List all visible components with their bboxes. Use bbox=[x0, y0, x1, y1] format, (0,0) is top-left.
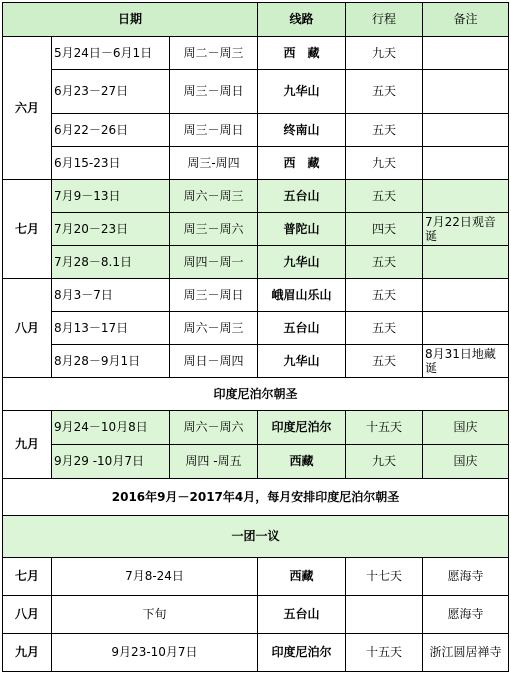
remark-cell bbox=[423, 312, 509, 345]
date-cell: 6月22－26日 bbox=[52, 114, 170, 147]
duration-cell: 十五天 bbox=[346, 411, 423, 445]
weekday-cell: 周三－周日 bbox=[170, 114, 258, 147]
weekday-cell: 周二－周三 bbox=[170, 37, 258, 70]
date-cell: 8月3－7日 bbox=[52, 279, 170, 312]
month-cell: 八月 bbox=[3, 596, 52, 634]
date-cell: 7月28－8.1日 bbox=[52, 246, 170, 279]
header-duration: 行程 bbox=[346, 3, 423, 37]
date-cell: 9月23-10月7日 bbox=[52, 634, 258, 672]
table-row bbox=[3, 634, 509, 672]
month-august: 八月 bbox=[3, 279, 52, 378]
date-cell: 9月24－10月8日 bbox=[52, 411, 170, 445]
route-cell: 西藏 bbox=[258, 445, 346, 479]
banner-row bbox=[3, 516, 509, 558]
weekday-cell: 周六－周三 bbox=[170, 180, 258, 213]
route-cell: 印度尼泊尔 bbox=[258, 634, 346, 672]
date-cell: 8月13－17日 bbox=[52, 312, 170, 345]
date-cell: 7月9－13日 bbox=[52, 180, 170, 213]
weekday-cell: 周六－周三 bbox=[170, 312, 258, 345]
duration-cell: 五天 bbox=[346, 279, 423, 312]
duration-cell: 五天 bbox=[346, 345, 423, 378]
route-cell: 印度尼泊尔 bbox=[258, 411, 346, 445]
date-cell: 6月23－27日 bbox=[52, 70, 170, 114]
remark-cell bbox=[423, 147, 509, 180]
remark-cell: 愿海寺 bbox=[423, 558, 509, 596]
duration-cell: 四天 bbox=[346, 213, 423, 246]
month-july: 七月 bbox=[3, 180, 52, 279]
weekday-cell: 周四 -周五 bbox=[170, 445, 258, 479]
remark-cell: 国庆 bbox=[423, 411, 509, 445]
route-cell: 九华山 bbox=[258, 246, 346, 279]
header-route: 线路 bbox=[258, 3, 346, 37]
table-row bbox=[3, 37, 509, 70]
header-remark: 备注 bbox=[423, 3, 509, 37]
tuan-banner: 一团一议 bbox=[3, 516, 509, 558]
date-cell: 8月28－9月1日 bbox=[52, 345, 170, 378]
remark-cell bbox=[423, 37, 509, 70]
table-row bbox=[3, 147, 509, 180]
table-row bbox=[3, 411, 509, 445]
duration-cell: 十五天 bbox=[346, 634, 423, 672]
month-june: 六月 bbox=[3, 37, 52, 180]
table-row bbox=[3, 279, 509, 312]
table-row bbox=[3, 312, 509, 345]
weekday-cell: 周三-周四 bbox=[170, 147, 258, 180]
duration-cell: 五天 bbox=[346, 312, 423, 345]
table-row bbox=[3, 345, 509, 378]
weekday-cell: 周三－周日 bbox=[170, 279, 258, 312]
date-cell: 7月20－23日 bbox=[52, 213, 170, 246]
route-cell: 峨眉山乐山 bbox=[258, 279, 346, 312]
route-cell: 普陀山 bbox=[258, 213, 346, 246]
weekday-cell: 周三－周日 bbox=[170, 70, 258, 114]
date-cell: 下旬 bbox=[52, 596, 258, 634]
weekday-cell: 周四－周一 bbox=[170, 246, 258, 279]
duration-cell: 九天 bbox=[346, 445, 423, 479]
remark-cell: 8月31日地藏诞 bbox=[423, 345, 509, 378]
weekday-cell: 周日－周四 bbox=[170, 345, 258, 378]
duration-cell: 九天 bbox=[346, 147, 423, 180]
date-cell: 6月15-23日 bbox=[52, 147, 170, 180]
route-cell: 终南山 bbox=[258, 114, 346, 147]
table-row bbox=[3, 70, 509, 114]
remark-cell: 7月22日观音诞 bbox=[423, 213, 509, 246]
duration-cell: 五天 bbox=[346, 246, 423, 279]
banner-row bbox=[3, 479, 509, 516]
month-cell: 七月 bbox=[3, 558, 52, 596]
remark-cell bbox=[423, 246, 509, 279]
route-cell: 西藏 bbox=[258, 558, 346, 596]
duration-cell: 五天 bbox=[346, 114, 423, 147]
remark-cell: 浙江圆居禅寺 bbox=[423, 634, 509, 672]
route-cell: 西 藏 bbox=[258, 147, 346, 180]
table-row bbox=[3, 114, 509, 147]
remark-cell bbox=[423, 70, 509, 114]
banner-row bbox=[3, 378, 509, 411]
table-row bbox=[3, 445, 509, 479]
india-banner: 印度尼泊尔朝圣 bbox=[3, 378, 509, 411]
weekday-cell: 周六－周六 bbox=[170, 411, 258, 445]
table-row bbox=[3, 558, 509, 596]
month-cell: 九月 bbox=[3, 634, 52, 672]
remark-cell: 愿海寺 bbox=[423, 596, 509, 634]
route-cell: 五台山 bbox=[258, 312, 346, 345]
date-cell: 5月24日－6月1日 bbox=[52, 37, 170, 70]
route-cell: 五台山 bbox=[258, 596, 346, 634]
route-cell: 五台山 bbox=[258, 180, 346, 213]
duration-cell: 十七天 bbox=[346, 558, 423, 596]
date-cell: 7月8-24日 bbox=[52, 558, 258, 596]
table-row bbox=[3, 246, 509, 279]
duration-cell: 五天 bbox=[346, 180, 423, 213]
duration-cell: 九天 bbox=[346, 37, 423, 70]
header-date: 日期 bbox=[3, 3, 258, 37]
duration-cell: 五天 bbox=[346, 70, 423, 114]
duration-cell bbox=[346, 596, 423, 634]
route-cell: 九华山 bbox=[258, 70, 346, 114]
route-cell: 九华山 bbox=[258, 345, 346, 378]
weekday-cell: 周三－周六 bbox=[170, 213, 258, 246]
table-row bbox=[3, 213, 509, 246]
monthly-banner: 2016年9月－2017年4月，每月安排印度尼泊尔朝圣 bbox=[3, 479, 509, 516]
date-cell: 9月29 -10月7日 bbox=[52, 445, 170, 479]
remark-cell bbox=[423, 114, 509, 147]
header-row bbox=[3, 3, 509, 37]
table-row bbox=[3, 180, 509, 213]
route-cell: 西 藏 bbox=[258, 37, 346, 70]
schedule-grid bbox=[2, 2, 509, 672]
month-september: 九月 bbox=[3, 411, 52, 479]
remark-cell: 国庆 bbox=[423, 445, 509, 479]
remark-cell bbox=[423, 279, 509, 312]
table-row bbox=[3, 596, 509, 634]
remark-cell bbox=[423, 180, 509, 213]
